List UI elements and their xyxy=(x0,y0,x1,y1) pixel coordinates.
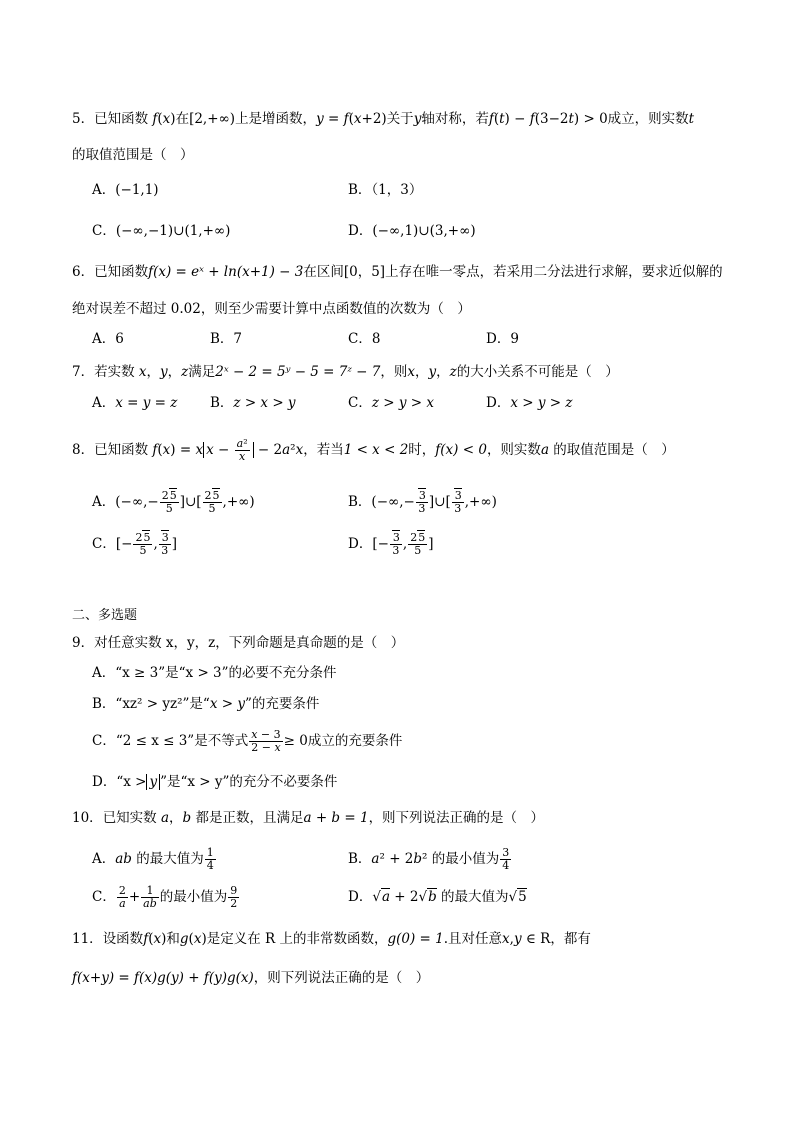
q6-stem-line2: 绝对误差不超过 0.02，则至少需要计算中点函数值的次数为（ ） xyxy=(72,301,471,317)
q10-option-c: C． $\frac{2}{a}$ + $\frac{1}{ab}$ 的最小值为 $\frac{9}{2}$ xyxy=(92,884,238,910)
q5-option-b: B．（1，3） xyxy=(348,182,423,198)
q6-formula: f(x) = eˣ + ln(x+1) − 3 xyxy=(148,264,304,280)
q6-stem-line1: 6．已知函数f(x) = eˣ + ln(x+1) − 3在区间[0，5]上存在唯一零点，若采用二分法进行求解，要求近似解的 xyxy=(72,264,723,280)
q6-option-c: C．8 xyxy=(348,331,381,347)
q7-option-c: C．z > y > x xyxy=(348,395,434,411)
q9-option-a: A．“x ≥ 3”是“x > 3”的必要不充分条件 xyxy=(92,665,337,681)
q5-option-d: D．(−∞,1)∪(3,+∞) xyxy=(348,223,476,239)
q11-equation: f(x+y) = f(x)g(y) + f(y)g(x) xyxy=(72,970,254,986)
q5-option-c: C．(−∞,−1)∪(1,+∞) xyxy=(92,223,231,239)
q8-option-c: C．[− $\frac{25}{5}$ , $\frac{3}{3}$ ] xyxy=(92,531,178,557)
q6-option-b: B．7 xyxy=(210,331,243,347)
q8-option-d: D．[− $\frac{3}{3}$ , $\frac{25}{5}$ ] xyxy=(348,531,434,557)
q8-option-a: A．(−∞,− $\frac{25}{5}$ ]∪[ $\frac{25}{5}$ ,+∞) xyxy=(92,489,255,515)
q10-stem: 10．已知实数 a，b 都是正数，且满足a + b = 1，则下列说法正确的是（ ） xyxy=(72,810,545,826)
q6-option-a: A．6 xyxy=(92,331,124,347)
q11-stem-line2: f(x+y) = f(x)g(y) + f(y)g(x)，则下列说法正确的是（ ） xyxy=(72,970,430,986)
q8-stem: 8．已知函数 f(x) = x x − $\frac{\text{a²}}{x}$ − 2a²x，若当1 < x < 2时，f(x) < 0，则实数a 的取值范围是（ ） xyxy=(72,437,675,463)
q7-option-b: B．z > x > y xyxy=(210,395,296,411)
q7-option-a: A．x = y = z xyxy=(92,395,178,411)
section-title: 二、多选题 xyxy=(72,608,138,623)
q7-formula: 2ˣ − 2 = 5ʸ − 5 = 7ᶻ − 7 xyxy=(215,364,381,380)
q10-option-a: A．ab 的最大值为 $\frac{1}{4}$ xyxy=(92,846,214,872)
q5-number: 5． xyxy=(72,111,95,127)
q9-option-c: C．“2 ≤ x ≤ 3”是不等式 $\frac{x - 3}{2 - x}$ ≥ 0成立的充要条件 xyxy=(92,728,403,754)
q10-option-b: B．a² + 2b² 的最小值为 $\frac{3}{4}$ xyxy=(348,846,510,872)
q5-stem-line1: 5．已知函数 f(x)在[2,+∞)上是增函数，y = f(x+2)关于y轴对称，若f(t) − f(3−2t) > 0成立，则实数t xyxy=(72,111,695,127)
q9-stem: 9．对任意实数 x，y，z，下列命题是真命题的是（ ） xyxy=(72,635,405,651)
q9-option-d: D．“x > y ”是“x > y”的充分不必要条件 xyxy=(92,774,338,790)
q7-stem: 7．若实数 x，y，z满足2ˣ − 2 = 5ʸ − 5 = 7ᶻ − 7，则x，y，z的大小关系不可能是（ ） xyxy=(72,364,619,380)
q7-option-d: D．x > y > z xyxy=(486,395,573,411)
q5-stem-line2: 的取值范围是（ ） xyxy=(72,147,194,163)
q8-option-b: B．(−∞,− $\frac{3}{3}$ ]∪[ $\frac{3}{3}$ ,+∞) xyxy=(348,489,497,515)
q11-stem-line1: 11．设函数f(x)和g(x)是定义在 R 上的非常数函数，g(0) = 1.且对任意x,y ∈ R，都有 xyxy=(72,931,591,947)
q9-option-b: B．“xz² > yz²”是“x > y”的充要条件 xyxy=(92,696,320,712)
q10-option-d: D．√a + 2√b 的最大值为√5 xyxy=(348,889,527,905)
q5-option-a: A．(−1,1) xyxy=(92,182,159,198)
q6-option-d: D．9 xyxy=(486,331,519,347)
